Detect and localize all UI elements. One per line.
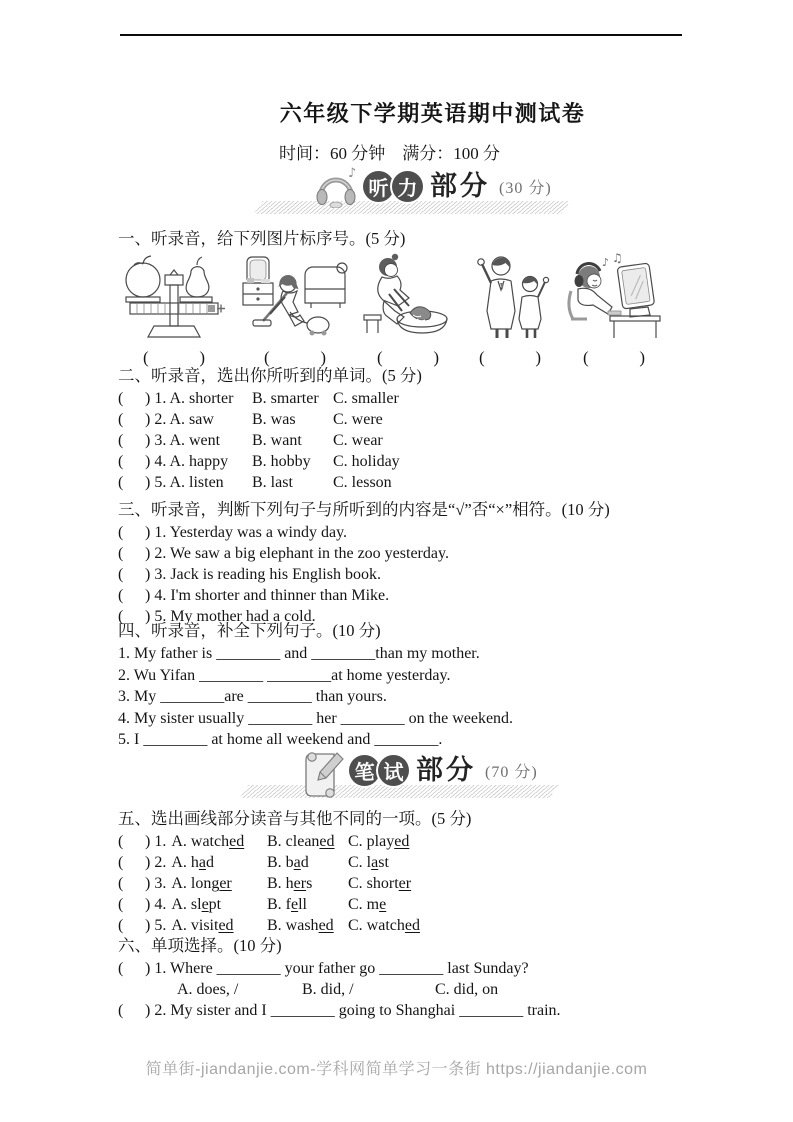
option-a: ) 2. A. had [145, 854, 214, 871]
question-text: ) 1. Where ________ your father go ________ last Sunday? [145, 960, 529, 977]
option-a: A. does, / [177, 981, 239, 998]
option-b: B. want [252, 432, 302, 449]
option-a: ) 5. A. visited [145, 917, 234, 934]
picture-item [118, 253, 230, 368]
question-row [118, 1000, 680, 1021]
question-block-5 [118, 808, 680, 936]
written-section-header [0, 744, 793, 802]
question-row [118, 852, 680, 873]
answer-paren: ( [118, 1002, 124, 1019]
statement: ) 2. We saw a big elephant in the zoo yesterday. [145, 545, 449, 562]
exam-meta: 时间：60 分钟 满分：100 分 [279, 144, 500, 163]
girl-headphones-computer-image [564, 253, 664, 339]
svg-text:♪: ♪ [602, 256, 610, 269]
answer-paren: ( [118, 833, 124, 850]
section-score: (30 分) [499, 180, 552, 197]
question-block-1 [118, 228, 680, 368]
question-row [118, 430, 680, 451]
option-c: C. watched [348, 917, 420, 934]
option-a: ) 5. A. listen [145, 474, 224, 491]
answer-paren-close: ) [433, 348, 439, 367]
option-c: C. were [333, 411, 383, 428]
answer-paren: ( [118, 474, 124, 491]
option-c: C. holiday [333, 453, 400, 470]
question-row [118, 564, 680, 585]
question-row [118, 915, 680, 936]
section-divider [239, 785, 558, 798]
option-a: ) 3. A. longer [145, 875, 232, 892]
question-row [118, 522, 680, 543]
option-b: B. smarter [252, 390, 319, 407]
option-b: B. washed [267, 917, 334, 934]
sentence-with-blanks: 5. I ________ at home all weekend and ________. [118, 731, 443, 748]
sentence-with-blanks: 4. My sister usually ________ her ________ on the weekend. [118, 709, 514, 727]
exam-title: 六年级下学期英语期中测试卷 [279, 101, 586, 126]
svg-text:♫: ♫ [612, 253, 623, 265]
answer-paren: ( [118, 896, 124, 913]
option-a: ) 1. A. shorter [145, 390, 234, 407]
answer-paren-open: ( [264, 348, 270, 367]
indent-spacer [118, 979, 177, 1000]
answer-paren-open: ( [583, 348, 589, 367]
q1-heading: 一、听录音，给下列图片标序号。(5 分) [118, 229, 406, 248]
question-block-3 [118, 499, 680, 627]
answer-paren: ( [118, 875, 124, 892]
q5-heading: 五、选出画线部分读音与其他不同的一项。(5 分) [118, 809, 472, 828]
option-b: B. bad [267, 854, 309, 871]
statement: ) 5. My mother had a cold. [145, 608, 316, 625]
option-a: ) 4. A. happy [145, 453, 229, 470]
option-b: B. did, / [302, 981, 354, 998]
option-b: B. fell [267, 896, 307, 913]
picture-row [118, 253, 680, 368]
statement: ) 1. Yesterday was a windy day. [145, 524, 348, 541]
option-b: B. cleaned [267, 833, 335, 850]
answer-paren-open: ( [143, 348, 149, 367]
options-row [118, 979, 680, 1000]
answer-paren: ( [118, 545, 124, 562]
section-suffix: 部分 [430, 171, 490, 201]
answer-paren: ( [118, 411, 124, 428]
picture-item [241, 253, 349, 368]
answer-paren-close: ) [199, 348, 205, 367]
option-c: C. last [348, 854, 389, 871]
q3-heading: 三、听录音，判断下列句子与所听到的内容是“√”否“×”相符。(10 分) [118, 500, 610, 519]
answer-paren-close: ) [535, 348, 541, 367]
statement: ) 3. Jack is reading his English book. [145, 566, 381, 583]
answer-paren: ( [118, 566, 124, 583]
q4-heading: 四、听录音，补全下列句子。(10 分) [118, 621, 381, 640]
answer-paren-open: ( [479, 348, 485, 367]
option-a: ) 1. A. watched [145, 833, 245, 850]
written-badge-2: 试 [378, 755, 409, 786]
section-score: (70 分) [485, 764, 538, 781]
father-son-waving-image [467, 253, 553, 339]
listening-section-header [0, 166, 793, 224]
q6-heading: 六、单项选择。(10 分) [118, 936, 282, 955]
sentence-with-blanks: 2. Wu Yifan ________ ________at home yesterday. [118, 666, 451, 684]
sentence-with-blanks: 1. My father is ________ and ________than my mother. [118, 645, 480, 662]
option-c: C. did, on [435, 981, 499, 998]
question-row [118, 543, 680, 564]
question-row [118, 958, 680, 979]
question-row [118, 585, 680, 606]
answer-paren: ( [118, 587, 124, 604]
question-row [118, 388, 680, 409]
woman-washing-clothes-image [360, 253, 456, 339]
girl-vacuuming-image [241, 253, 349, 339]
picture-item [467, 253, 553, 368]
question-row [118, 831, 680, 852]
option-c: C. me [348, 896, 387, 913]
option-b: B. hobby [252, 453, 311, 470]
answer-paren: ( [118, 432, 124, 449]
question-block-6 [118, 935, 680, 1021]
svg-text:♪: ♪ [348, 166, 357, 181]
option-a: ) 2. A. saw [145, 411, 214, 428]
sentence-with-blanks: 3. My ________are ________ than yours. [118, 688, 387, 705]
option-b: B. was [252, 411, 296, 428]
question-row [118, 409, 680, 430]
question-row [118, 894, 680, 915]
picture-item [564, 253, 664, 368]
option-b: B. hers [267, 875, 313, 892]
footer-watermark: 简单街-jiandanjie.com-学科网简单学习一条街 https://jiandanjie.com [145, 1061, 648, 1078]
option-b: B. last [252, 474, 293, 491]
question-text: ) 2. My sister and I ________ going to Shanghai ________ train. [145, 1002, 561, 1019]
top-rule [120, 34, 682, 36]
written-badge-1: 笔 [349, 755, 380, 786]
answer-paren: ( [118, 524, 124, 541]
answer-paren-close: ) [639, 348, 645, 367]
section-divider [253, 201, 570, 214]
question-block-2 [118, 365, 680, 493]
option-c: C. smaller [333, 390, 399, 407]
question-row [118, 451, 680, 472]
picture-item [360, 253, 456, 368]
answer-paren: ( [118, 608, 124, 625]
section-suffix: 部分 [416, 755, 476, 785]
option-a: ) 3. A. went [145, 432, 221, 449]
question-block-4 [118, 620, 680, 751]
question-row [118, 873, 680, 894]
answer-paren: ( [118, 854, 124, 871]
statement: ) 4. I'm shorter and thinner than Mike. [145, 587, 390, 604]
listening-badge-1: 听 [363, 171, 394, 202]
listening-badge-2: 力 [392, 171, 423, 202]
answer-paren: ( [118, 453, 124, 470]
option-a: ) 4. A. slept [145, 896, 222, 913]
option-c: C. lesson [333, 474, 392, 491]
answer-paren: ( [118, 917, 124, 934]
answer-paren: ( [118, 390, 124, 407]
answer-paren: ( [118, 960, 124, 977]
q2-heading: 二、听录音，选出你所听到的单词。(5 分) [118, 366, 422, 385]
option-c: C. played [348, 833, 410, 850]
balance-scale-apple-pear-image [118, 253, 230, 339]
answer-paren-close: ) [320, 348, 326, 367]
option-c: C. wear [333, 432, 383, 449]
option-c: C. shorter [348, 875, 412, 892]
headphones-music-icon [312, 166, 360, 208]
question-row [118, 472, 680, 493]
scroll-pencil-icon [296, 746, 346, 800]
answer-paren-open: ( [377, 348, 383, 367]
